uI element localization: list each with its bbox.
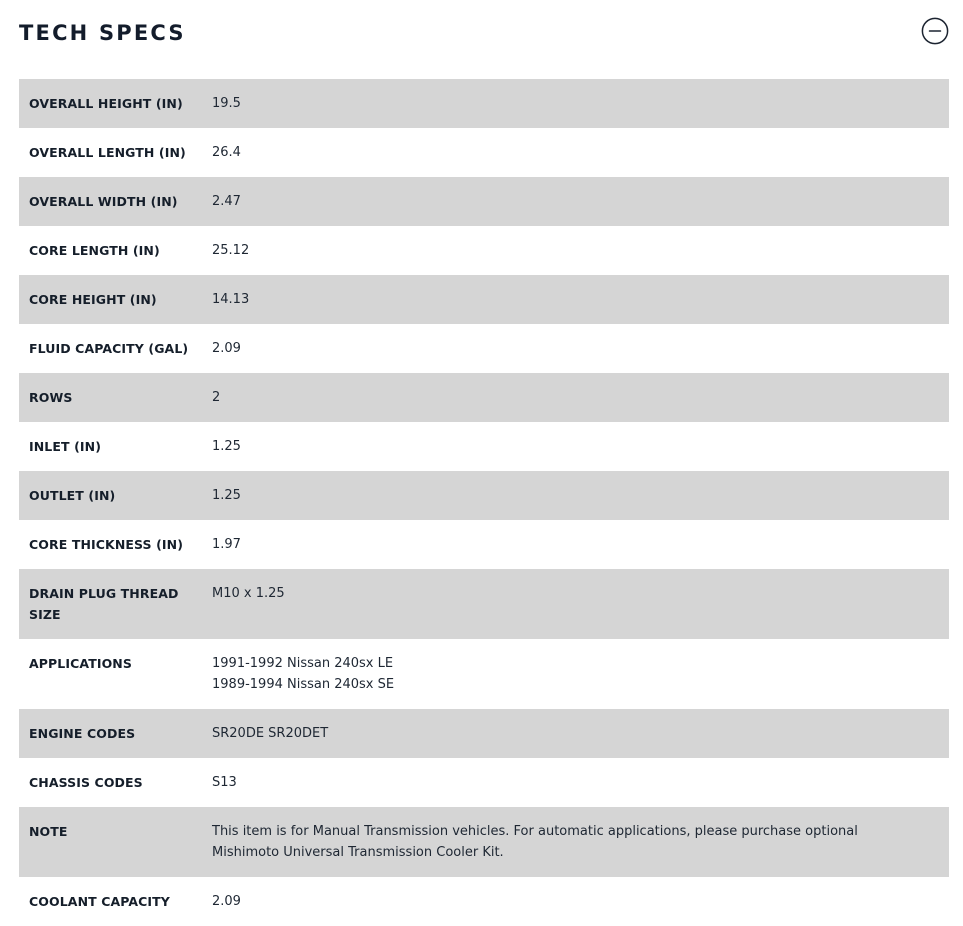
spec-label: COOLANT CAPACITY bbox=[29, 894, 170, 909]
spec-value-line: 1.97 bbox=[212, 537, 241, 552]
spec-value-line: 19.5 bbox=[212, 96, 241, 111]
spec-row bbox=[19, 275, 949, 324]
spec-value-line: 1.25 bbox=[212, 439, 241, 454]
spec-row bbox=[19, 128, 949, 177]
spec-row bbox=[19, 807, 949, 877]
spec-value bbox=[202, 877, 949, 926]
spec-value-line: This item is for Manual Transmission vehicles. For automatic applications, please purchase optional Mishimoto Universal Transmission Cooler Kit. bbox=[212, 824, 858, 860]
spec-label: CORE THICKNESS (IN) bbox=[29, 537, 184, 552]
spec-value bbox=[202, 807, 949, 877]
spec-value-line: 2.09 bbox=[212, 341, 241, 356]
spec-row bbox=[19, 569, 949, 639]
spec-row bbox=[19, 226, 949, 275]
spec-row bbox=[19, 877, 949, 926]
spec-value bbox=[202, 758, 949, 807]
spec-row bbox=[19, 422, 949, 471]
spec-label: CHASSIS CODES bbox=[29, 775, 143, 790]
spec-value-line: 2 bbox=[212, 390, 221, 405]
spec-label: OUTLET (IN) bbox=[19, 471, 202, 520]
spec-label: FLUID CAPACITY (GAL) bbox=[29, 341, 189, 356]
spec-value-line: 1989-1994 Nissan 240sx SE bbox=[212, 677, 395, 692]
spec-label: ENGINE CODES bbox=[19, 709, 202, 758]
spec-value bbox=[202, 79, 949, 128]
section-title: TECH SPECS bbox=[19, 21, 186, 45]
spec-label: INLET (IN) bbox=[29, 439, 102, 454]
spec-value bbox=[202, 324, 949, 373]
spec-value bbox=[202, 275, 949, 324]
spec-value bbox=[202, 128, 949, 177]
spec-label: DRAIN PLUG THREAD SIZE bbox=[19, 569, 202, 639]
spec-label: OVERALL LENGTH (IN) bbox=[29, 145, 186, 160]
tech-specs-header bbox=[19, 0, 949, 66]
collapse-button[interactable] bbox=[921, 17, 949, 45]
spec-value bbox=[202, 177, 949, 226]
spec-value-line: 2.09 bbox=[212, 894, 241, 909]
spec-row bbox=[19, 471, 949, 520]
spec-value-line: M10 x 1.25 bbox=[212, 586, 285, 601]
spec-row bbox=[19, 79, 949, 128]
spec-label: APPLICATIONS bbox=[29, 656, 132, 671]
spec-label: OVERALL WIDTH (IN) bbox=[19, 177, 202, 226]
spec-value bbox=[202, 639, 949, 709]
spec-value bbox=[202, 226, 949, 275]
spec-value bbox=[202, 422, 949, 471]
spec-value-line: 1991-1992 Nissan 240sx LE bbox=[212, 656, 394, 671]
spec-label: OVERALL HEIGHT (IN) bbox=[19, 79, 202, 128]
spec-row bbox=[19, 639, 949, 709]
spec-value-line: 2.47 bbox=[212, 194, 241, 209]
spec-label: ROWS bbox=[19, 373, 202, 422]
spec-value bbox=[202, 709, 949, 758]
spec-value bbox=[202, 520, 949, 569]
minus-circle-icon bbox=[921, 17, 949, 45]
spec-label: CORE LENGTH (IN) bbox=[29, 243, 160, 258]
spec-row bbox=[19, 177, 949, 226]
spec-value-line: SR20DE SR20DET bbox=[212, 726, 329, 741]
spec-value-line: S13 bbox=[212, 775, 237, 790]
spec-label: NOTE bbox=[19, 807, 202, 877]
spec-row bbox=[19, 373, 949, 422]
spec-value-line: 14.13 bbox=[212, 292, 250, 307]
specs-table bbox=[19, 79, 949, 926]
spec-value-line: 25.12 bbox=[212, 243, 250, 258]
spec-value bbox=[202, 569, 949, 639]
spec-value bbox=[202, 373, 949, 422]
spec-value-line: 26.4 bbox=[212, 145, 241, 160]
specs-table-body bbox=[19, 79, 949, 926]
spec-row bbox=[19, 520, 949, 569]
spec-value bbox=[202, 471, 949, 520]
spec-row bbox=[19, 709, 949, 758]
spec-value-line: 1.25 bbox=[212, 488, 241, 503]
spec-label: CORE HEIGHT (IN) bbox=[19, 275, 202, 324]
spec-row bbox=[19, 324, 949, 373]
spec-row bbox=[19, 758, 949, 807]
